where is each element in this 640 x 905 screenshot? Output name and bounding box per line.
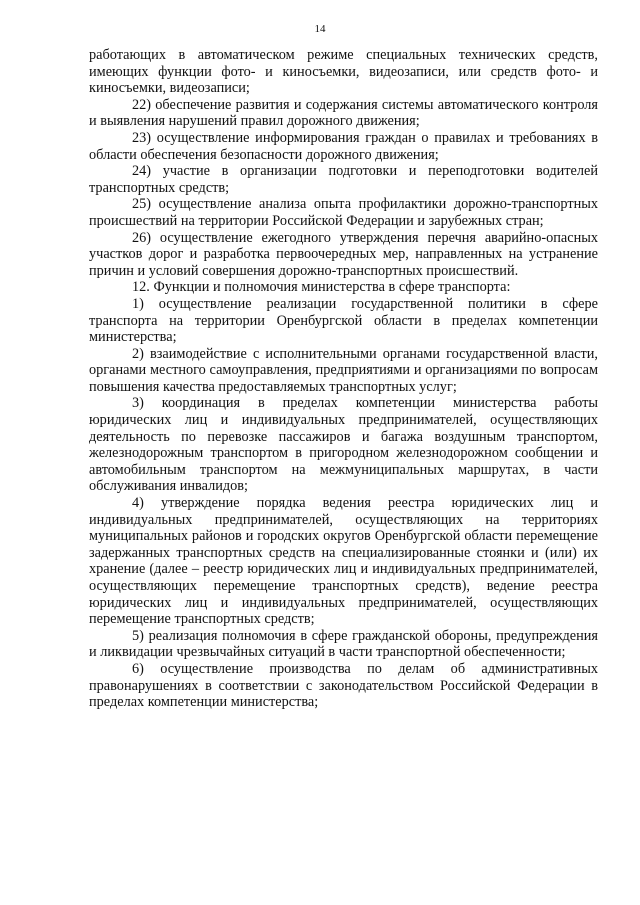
paragraph-item-24: 24) участие в организации подготовки и переподготовки водителей транспортных средств; bbox=[89, 163, 598, 196]
paragraph-item-23: 23) осуществление информирования граждан о правилах и требованиях в области обеспечения безопасности дорожного движения; bbox=[89, 129, 598, 163]
paragraph-item-3: 3) координация в пределах компетенции министерства работы юридических лиц и индивидуальных предпринимателей, осуществляющих деятельность по перевозке пассажиров и багажа воздушным транспортом, железнодорожным транспортом в пригородном железнодорожном сообщении и автомобильным транспортом на межмуниципальных маршрутах, в части обслуживания инвалидов; bbox=[89, 395, 598, 495]
paragraph-item-22: 22) обеспечение развития и содержания системы автоматического контроля и выявления нарушений правил дорожного движения; bbox=[89, 96, 598, 130]
paragraph-item-4: 4) утверждение порядка ведения реестра юридических лиц и индивидуальных предпринимателей, осуществляющих на территориях муниципальных районов и городских округов Оренбургской области перемещение задержанных транспортных средств на специализированные стоянки и (или) их хранение (далее – реестр юридических лиц и индивидуальных предпринимателей, осуществляющих перемещение транспортных средств), ведение реестра юридических лиц и индивидуальных предпринимателей, осуществляющих перемещение транспортных средств; bbox=[89, 495, 598, 628]
paragraph-item-25: 25) осуществление анализа опыта профилактики дорожно-транспортных происшествий на территории Российской Федерации и зарубежных стран; bbox=[89, 196, 598, 229]
paragraph-item-5: 5) реализация полномочия в сфере гражданской обороны, предупреждения и ликвидации чрезвычайных ситуаций в части транспортной обеспеченности; bbox=[89, 627, 598, 661]
section-heading-12: 12. Функции и полномочия министерства в сфере транспорта: bbox=[132, 279, 511, 296]
paragraph-item-1: 1) осуществление реализации государственной политики в сфере транспорта на территории Оренбургской области в пределах компетенции министерства; bbox=[89, 295, 598, 346]
page-number: 14 bbox=[314, 23, 326, 35]
paragraph-item-26: 26) осуществление ежегодного утверждения перечня аварийно-опасных участков дорог и разработка первоочередных мер, направленных на устранение причин и условий совершения дорожно-транспортных происшествий. bbox=[89, 229, 598, 279]
document-body bbox=[89, 47, 598, 711]
paragraph-item-2: 2) взаимодействие с исполнительными органами государственной власти, органами местного самоуправления, предприятиями и организациями по вопросам повышения качества предоставляемых транспортных услуг; bbox=[89, 345, 598, 395]
paragraph-continuation: работающих в автоматическом режиме специальных технических средств, имеющих функции фото- и киносъемки, видеозаписи, или средств фото- и киносъемки, видеозаписи; bbox=[89, 47, 598, 97]
paragraph-item-6: 6) осуществление производства по делам об административных правонарушениях в соответствии с законодательством Российской Федерации в пределах компетенции министерства; bbox=[89, 660, 598, 711]
